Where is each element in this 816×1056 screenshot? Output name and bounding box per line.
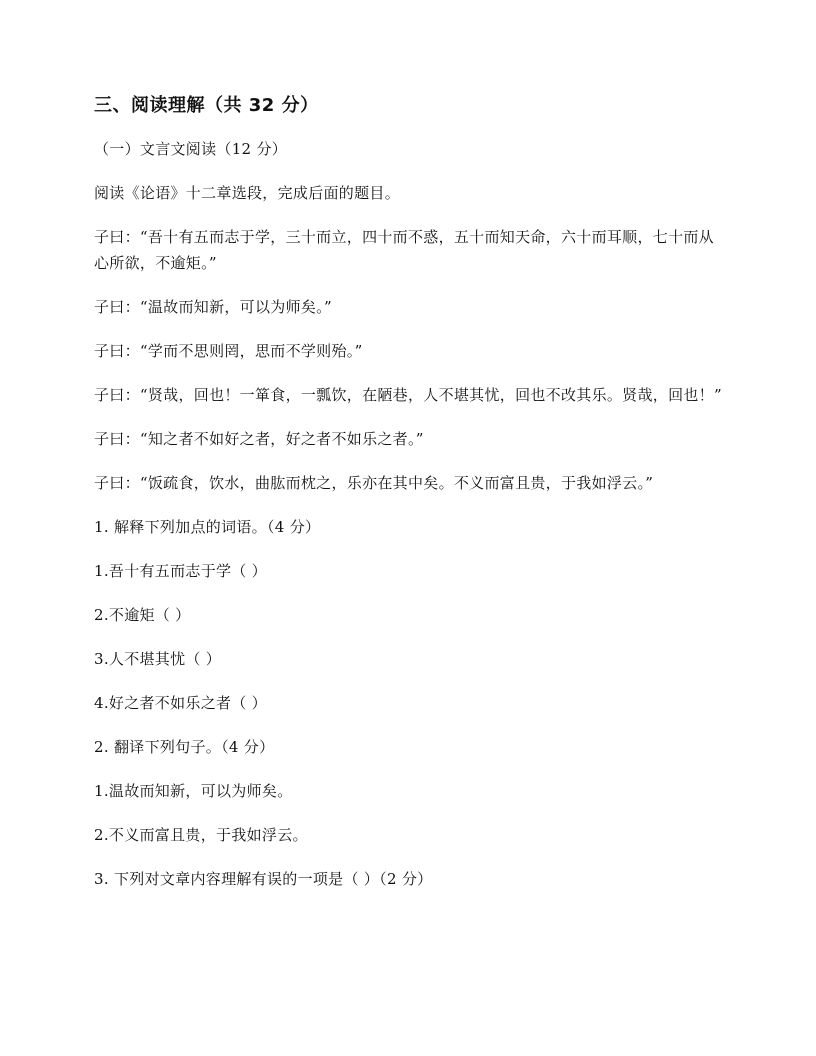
passage-1: 子曰：“吾十有五而志于学，三十而立，四十而不惑，五十而知天命，六十而耳顺，七十而从心所欲，不逾矩。” <box>94 228 714 272</box>
passage-2: 子曰：“温故而知新，可以为师矣。” <box>94 298 332 316</box>
question-1-item-4: 4.好之者不如乐之者（ ） <box>94 694 267 712</box>
passage-5: 子曰：“知之者不如好之者，好之者不如乐之者。” <box>94 430 424 448</box>
section-title: 三、阅读理解（共 32 分） <box>94 95 319 116</box>
question-2-item-1: 1.温故而知新，可以为师矣。 <box>94 782 293 800</box>
question-1-item-2: 2.不逾矩（ ） <box>94 606 191 624</box>
intro-text: 阅读《论语》十二章选段，完成后面的题目。 <box>94 184 401 202</box>
question-3-prompt: 3. 下列对文章内容理解有误的一项是（ ）（2 分） <box>94 870 433 888</box>
passage-3: 子曰：“学而不思则罔，思而不学则殆。” <box>94 342 363 360</box>
passage-6: 子曰：“饭疏食，饮水，曲肱而枕之，乐亦在其中矣。不义而富且贵，于我如浮云。” <box>94 474 654 492</box>
document-content <box>94 92 722 910</box>
question-2-item-2: 2.不义而富且贵，于我如浮云。 <box>94 826 308 844</box>
question-1-item-3: 3.人不堪其忧（ ） <box>94 650 222 668</box>
question-1-prompt: 1. 解释下列加点的词语。（4 分） <box>94 518 321 536</box>
question-2-prompt: 2. 翻译下列句子。（4 分） <box>94 738 275 756</box>
subsection-title: （一）文言文阅读（12 分） <box>94 140 288 158</box>
question-1-item-1: 1.吾十有五而志于学（ ） <box>94 562 267 580</box>
passage-4: 子曰：“贤哉，回也！一箪食，一瓢饮，在陋巷，人不堪其忧，回也不改其乐。贤哉，回也！” <box>94 386 722 404</box>
